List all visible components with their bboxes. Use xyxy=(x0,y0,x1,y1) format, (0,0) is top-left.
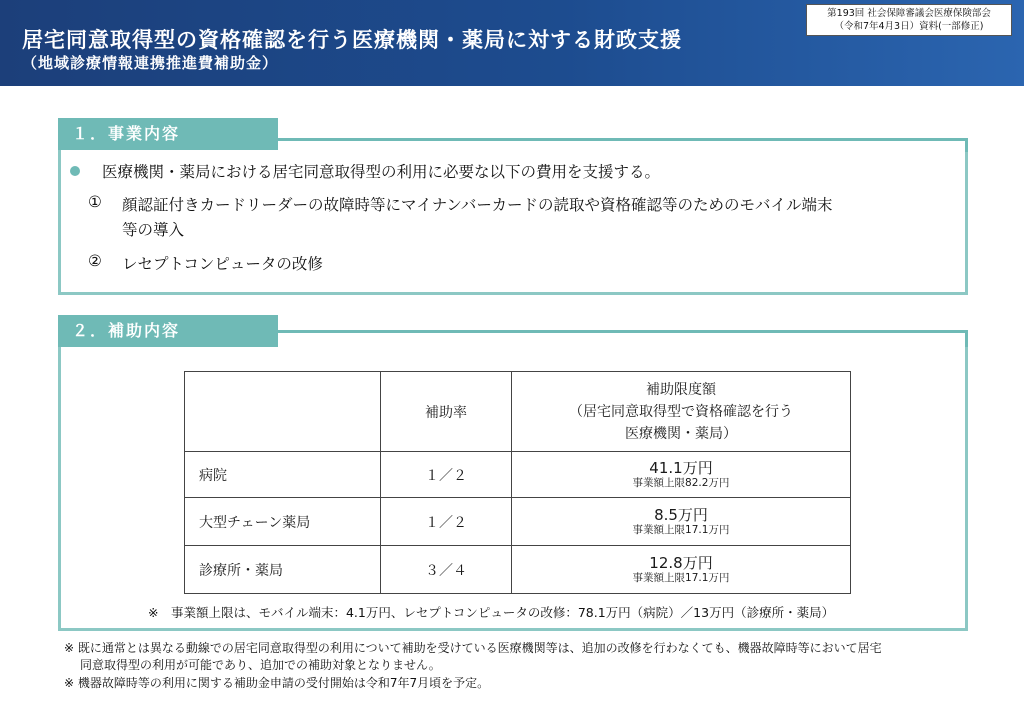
source-line-2: （令和7年4月3日）資料(一部修正) xyxy=(834,21,984,32)
row-rate: １／２ xyxy=(381,498,512,546)
header-blank-cell xyxy=(185,372,381,452)
table-row xyxy=(185,498,851,546)
footnote-1-line2: 同意取得型の利用が可能であり、追加での補助対象となりません。 xyxy=(80,658,441,672)
section2-rule xyxy=(278,330,968,333)
item2-text: レセプトコンピュータの改修 xyxy=(122,255,323,273)
row-limit xyxy=(512,546,851,594)
item1-text-line1: 顔認証付きカードリーダーの故障時等にマイナンバーカードの読取や資格確認等のためのモバイル端末 xyxy=(122,196,833,214)
header-limit-line1: 補助限度額 xyxy=(646,381,716,398)
row-name: 病院 xyxy=(185,452,381,498)
source-box xyxy=(806,4,1012,36)
footnote-2: ※ 機器故障時等の利用に関する補助金申請の受付開始は令和7年7月頃を予定。 xyxy=(64,676,490,690)
row-name: 大型チェーン薬局 xyxy=(185,498,381,546)
table-row xyxy=(185,452,851,498)
section1-rule xyxy=(278,138,968,141)
section1-bullet: 医療機関・薬局における居宅同意取得型の利用に必要な以下の費用を支援する。 xyxy=(102,163,661,181)
page-subtitle: （地域診療情報連携推進費補助金） xyxy=(22,54,279,72)
header-limit-line3: 医療機関・薬局） xyxy=(625,425,737,442)
item1-number: ① xyxy=(88,193,102,211)
row-rate: ３／４ xyxy=(381,546,512,594)
aid-table xyxy=(184,371,851,594)
item1-text-line2: 等の導入 xyxy=(122,221,185,239)
header-limit xyxy=(512,372,851,452)
row-limit-cap: 事業額上限82.2万円 xyxy=(632,477,730,489)
bullet-dot-icon xyxy=(70,166,80,176)
item2-number: ② xyxy=(88,252,102,270)
header-rate: 補助率 xyxy=(381,372,512,452)
row-limit xyxy=(512,452,851,498)
table-header-row xyxy=(185,372,851,452)
row-limit-cap: 事業額上限17.1万円 xyxy=(632,572,730,584)
row-limit-amount: 8.5万円 xyxy=(654,506,708,524)
row-name: 診療所・薬局 xyxy=(185,546,381,594)
header-limit-line2: （居宅同意取得型で資格確認を行う xyxy=(569,403,793,420)
section1-heading: １．事業内容 xyxy=(58,118,278,150)
section2-heading: ２．補助内容 xyxy=(58,315,278,347)
row-rate: １／２ xyxy=(381,452,512,498)
page-title: 居宅同意取得型の資格確認を行う医療機関・薬局に対する財政支援 xyxy=(22,28,682,52)
table-row xyxy=(185,546,851,594)
table-note: ※ 事業額上限は、モバイル端末：4.1万円、レセプトコンピュータの改修：78.1万円（病院）／13万円（診療所・薬局） xyxy=(148,605,835,620)
row-limit-cap: 事業額上限17.1万円 xyxy=(632,524,730,536)
row-limit xyxy=(512,498,851,546)
source-line-1: 第193回 社会保障審議会医療保険部会 xyxy=(827,8,991,19)
row-limit-amount: 41.1万円 xyxy=(649,459,713,477)
row-limit-amount: 12.8万円 xyxy=(649,554,713,572)
section1-corner xyxy=(965,138,968,152)
footnote-1-line1: ※ 既に通常とは異なる動線での居宅同意取得型の利用について補助を受けている医療機関等は、追加の改修を行わなくても、機器故障時等において居宅 xyxy=(64,641,882,655)
